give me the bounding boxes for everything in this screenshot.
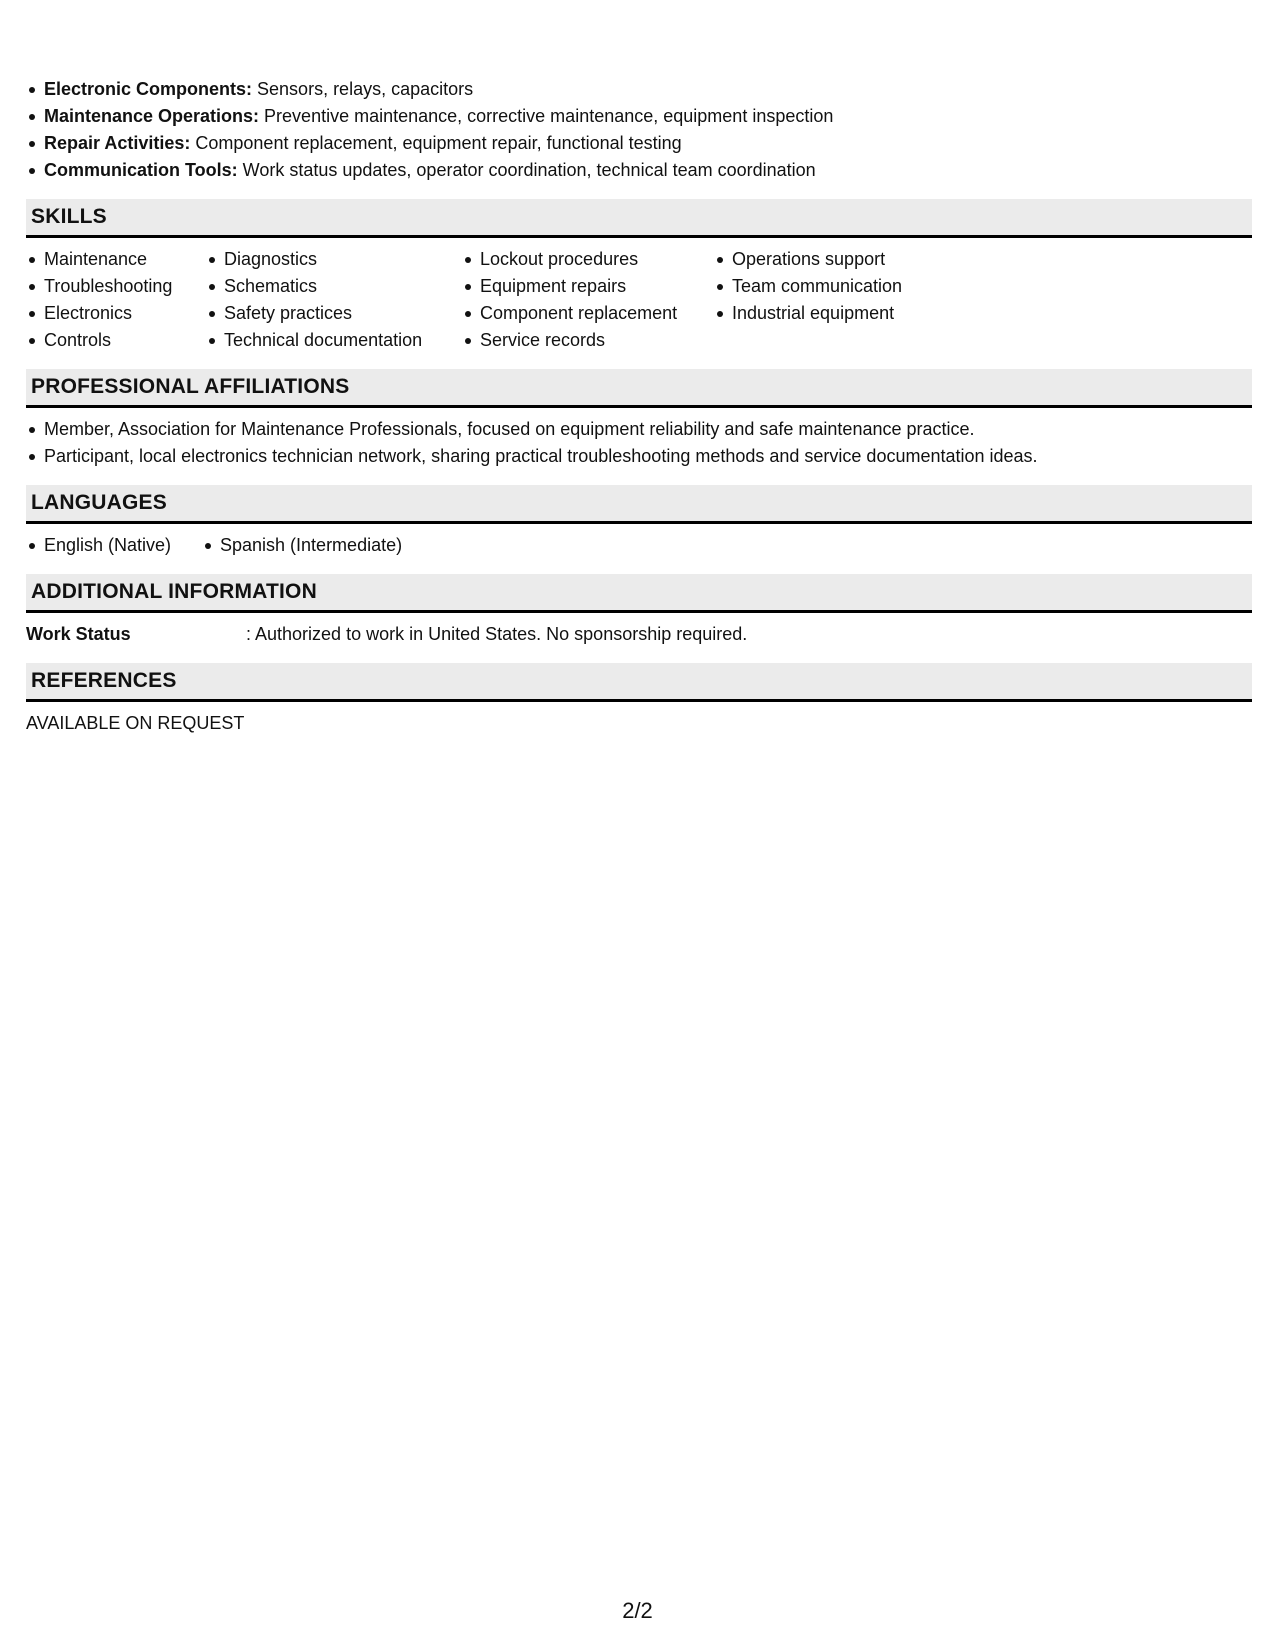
skill-item: Diagnostics xyxy=(206,246,462,273)
references-section-header xyxy=(26,663,1252,702)
item-text: Sensors, relays, capacitors xyxy=(252,79,474,99)
section-title: REFERENCES xyxy=(31,669,177,692)
work-status-row xyxy=(26,621,1252,648)
references-text: AVAILABLE ON REQUEST xyxy=(26,713,245,733)
page-number: 2/2 xyxy=(622,1598,653,1623)
languages-list xyxy=(26,532,1252,559)
skill-item: Operations support xyxy=(714,246,974,273)
affiliations-list xyxy=(26,416,1252,470)
list-item xyxy=(26,76,1252,103)
affiliations-section-header xyxy=(26,369,1252,408)
skills-section-header xyxy=(26,199,1252,238)
top-skill-details-list xyxy=(26,76,1252,184)
skill-item: Technical documentation xyxy=(206,327,462,354)
additional-info-section-header xyxy=(26,574,1252,613)
skills-column xyxy=(206,246,462,354)
skill-item: Equipment repairs xyxy=(462,273,714,300)
item-text: Component replacement, equipment repair, functional testing xyxy=(190,133,682,153)
language-item: Spanish (Intermediate) xyxy=(202,532,402,559)
resume-page xyxy=(26,76,1252,737)
affiliation-item: Member, Association for Maintenance Professionals, focused on equipment reliability and safe maintenance practice. xyxy=(26,416,1252,443)
skill-item: Schematics xyxy=(206,273,462,300)
skills-column xyxy=(26,246,206,354)
list-item xyxy=(26,103,1252,130)
item-label: Electronic Components: xyxy=(44,79,253,99)
skill-item: Maintenance xyxy=(26,246,206,273)
skill-item: Controls xyxy=(26,327,206,354)
item-text: Preventive maintenance, corrective maintenance, equipment inspection xyxy=(259,106,834,126)
languages-section-header xyxy=(26,485,1252,524)
section-title: ADDITIONAL INFORMATION xyxy=(31,580,317,603)
list-item xyxy=(26,130,1252,157)
item-text: Work status updates, operator coordination, technical team coordination xyxy=(237,160,816,180)
skill-item: Team communication xyxy=(714,273,974,300)
skill-item: Troubleshooting xyxy=(26,273,206,300)
skill-item: Component replacement xyxy=(462,300,714,327)
language-item: English (Native) xyxy=(26,532,202,559)
skills-grid xyxy=(26,246,1252,354)
skill-item: Industrial equipment xyxy=(714,300,974,327)
list-item xyxy=(26,157,1252,184)
section-title: LANGUAGES xyxy=(31,491,167,514)
skill-item: Electronics xyxy=(26,300,206,327)
skills-column xyxy=(462,246,714,354)
skill-item: Service records xyxy=(462,327,714,354)
skills-column xyxy=(714,246,974,354)
item-label: Communication Tools: xyxy=(44,160,238,180)
work-status-value: : Authorized to work in United States. No sponsorship required. xyxy=(246,624,748,644)
work-status-label: Work Status xyxy=(26,624,131,644)
item-label: Repair Activities: xyxy=(44,133,191,153)
section-title: SKILLS xyxy=(31,205,107,228)
item-label: Maintenance Operations: xyxy=(44,106,260,126)
affiliation-item: Participant, local electronics technician network, sharing practical troubleshooting methods and service documentation ideas. xyxy=(26,443,1252,470)
skill-item: Lockout procedures xyxy=(462,246,714,273)
skill-item: Safety practices xyxy=(206,300,462,327)
section-title: PROFESSIONAL AFFILIATIONS xyxy=(31,375,350,398)
